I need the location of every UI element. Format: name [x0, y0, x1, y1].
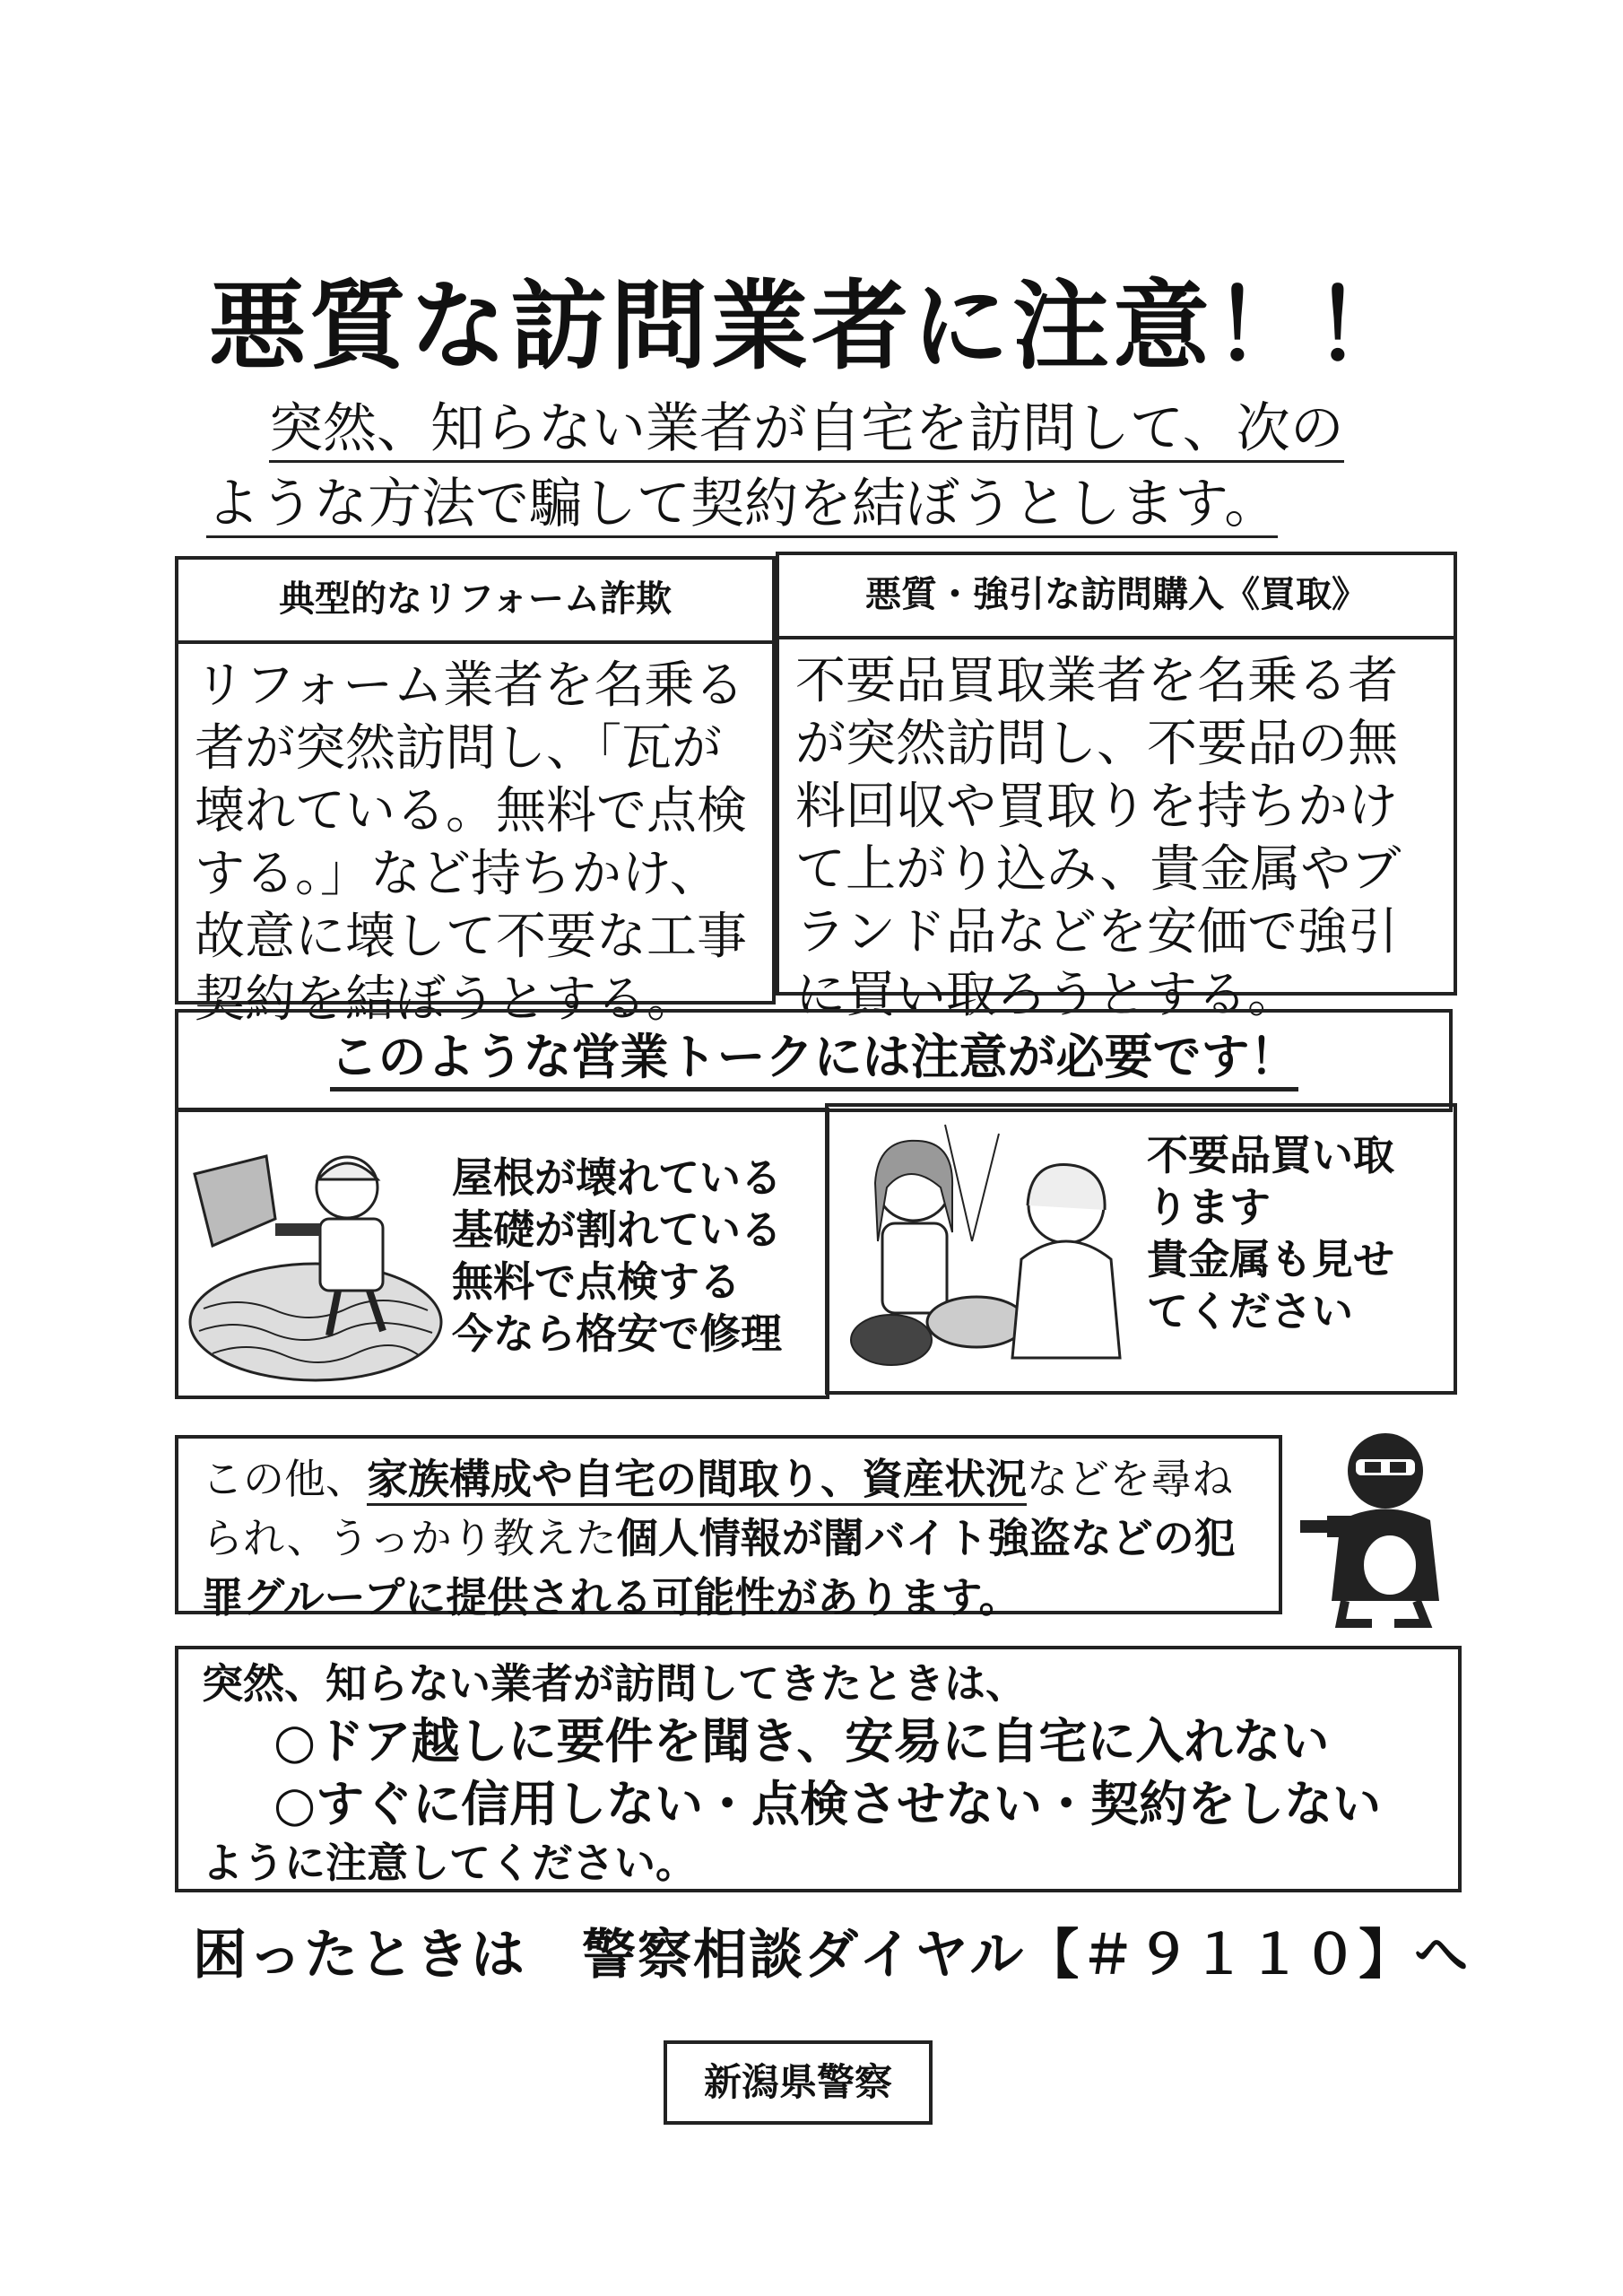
- intro-line-1: 突然、知らない業者が自宅を訪問して、次の: [269, 397, 1344, 463]
- advice-box: [175, 1646, 1462, 1892]
- talk-left-line-4: 今なら格安で修理: [452, 1309, 782, 1358]
- intro-line-2: ような方法で騙して契約を結ぼうとします。: [206, 473, 1278, 538]
- info-part-1: この他、: [202, 1455, 367, 1503]
- advice-lead: 突然、知らない業者が訪問してきたときは、: [202, 1659, 1027, 1708]
- advice-tail: ように注意してください。: [202, 1839, 697, 1887]
- talk-heading: このような営業トークには注意が必要です！: [330, 1029, 1298, 1091]
- police-consultation-contact: 困ったときは 警察相談ダイヤル【＃９１１０】へ: [193, 1924, 1471, 1987]
- case-purchase-body: 不要品買取業者を名乗る者が突然訪問し、不要品の無料回収や買取りを持ちかけて上がり込み、貴金属やブランド品などを安価で強引に買い取ろうとする。: [795, 652, 1402, 1024]
- page-title: 悪質な訪問業者に注意！！: [208, 271, 1414, 383]
- case-purchase-box: [776, 552, 1457, 1024]
- talk-right-line-2: ります: [1147, 1183, 1271, 1231]
- talk-right-lines: [1147, 1129, 1452, 1337]
- case-reform-heading: 典型的なリフォーム詐欺: [178, 560, 772, 644]
- talk-left-box: [175, 1108, 829, 1399]
- advice-point-1: ○ドア越しに要件を聞き、安易に自宅に入れない: [273, 1713, 1330, 1770]
- advice-point-2: ○すぐに信用しない・点検させない・契約をしない: [273, 1776, 1382, 1832]
- talk-left-line-2: 基礎が割れている: [452, 1205, 782, 1254]
- masked-robber-illustration: [1291, 1422, 1462, 1628]
- buyer-and-elder-illustration: [838, 1116, 1133, 1385]
- talk-right-line-4: てください: [1147, 1287, 1353, 1335]
- info-part-4: 個人情報が闇バイト強盗などの犯罪グループに提供される可能性があります。: [202, 1514, 1236, 1622]
- talk-left-line-1: 屋根が壊れている: [452, 1153, 782, 1202]
- roof-inspector-illustration: [186, 1120, 446, 1389]
- case-purchase-heading: 悪質・強引な訪問購入《買取》: [779, 555, 1454, 639]
- info-part-3: などを尋ねられ、うっかり教えた: [202, 1455, 1233, 1562]
- intro-text: [206, 395, 1462, 538]
- talk-heading-box: [175, 1009, 1453, 1112]
- talk-right-line-3: 貴金属も見せ: [1147, 1235, 1394, 1283]
- talk-right-box: [825, 1103, 1457, 1395]
- talk-right-line-1: 不要品買い取: [1147, 1131, 1394, 1179]
- info-box: [175, 1435, 1282, 1622]
- case-reform-box: [175, 556, 776, 1029]
- talk-left-line-3: 無料で点検する: [452, 1257, 741, 1306]
- issuer-label: 新潟県警察: [664, 2040, 933, 2125]
- info-part-2: 家族構成や自宅の間取り、資産状況: [367, 1455, 1027, 1506]
- case-reform-body: リフォーム業者を名乗る者が突然訪問し、「瓦が壊れている。無料で点検する。」など持ちかけ、故意に壊して不要な工事契約を結ぼうとする。: [195, 657, 747, 1029]
- talk-left-lines: [452, 1152, 829, 1360]
